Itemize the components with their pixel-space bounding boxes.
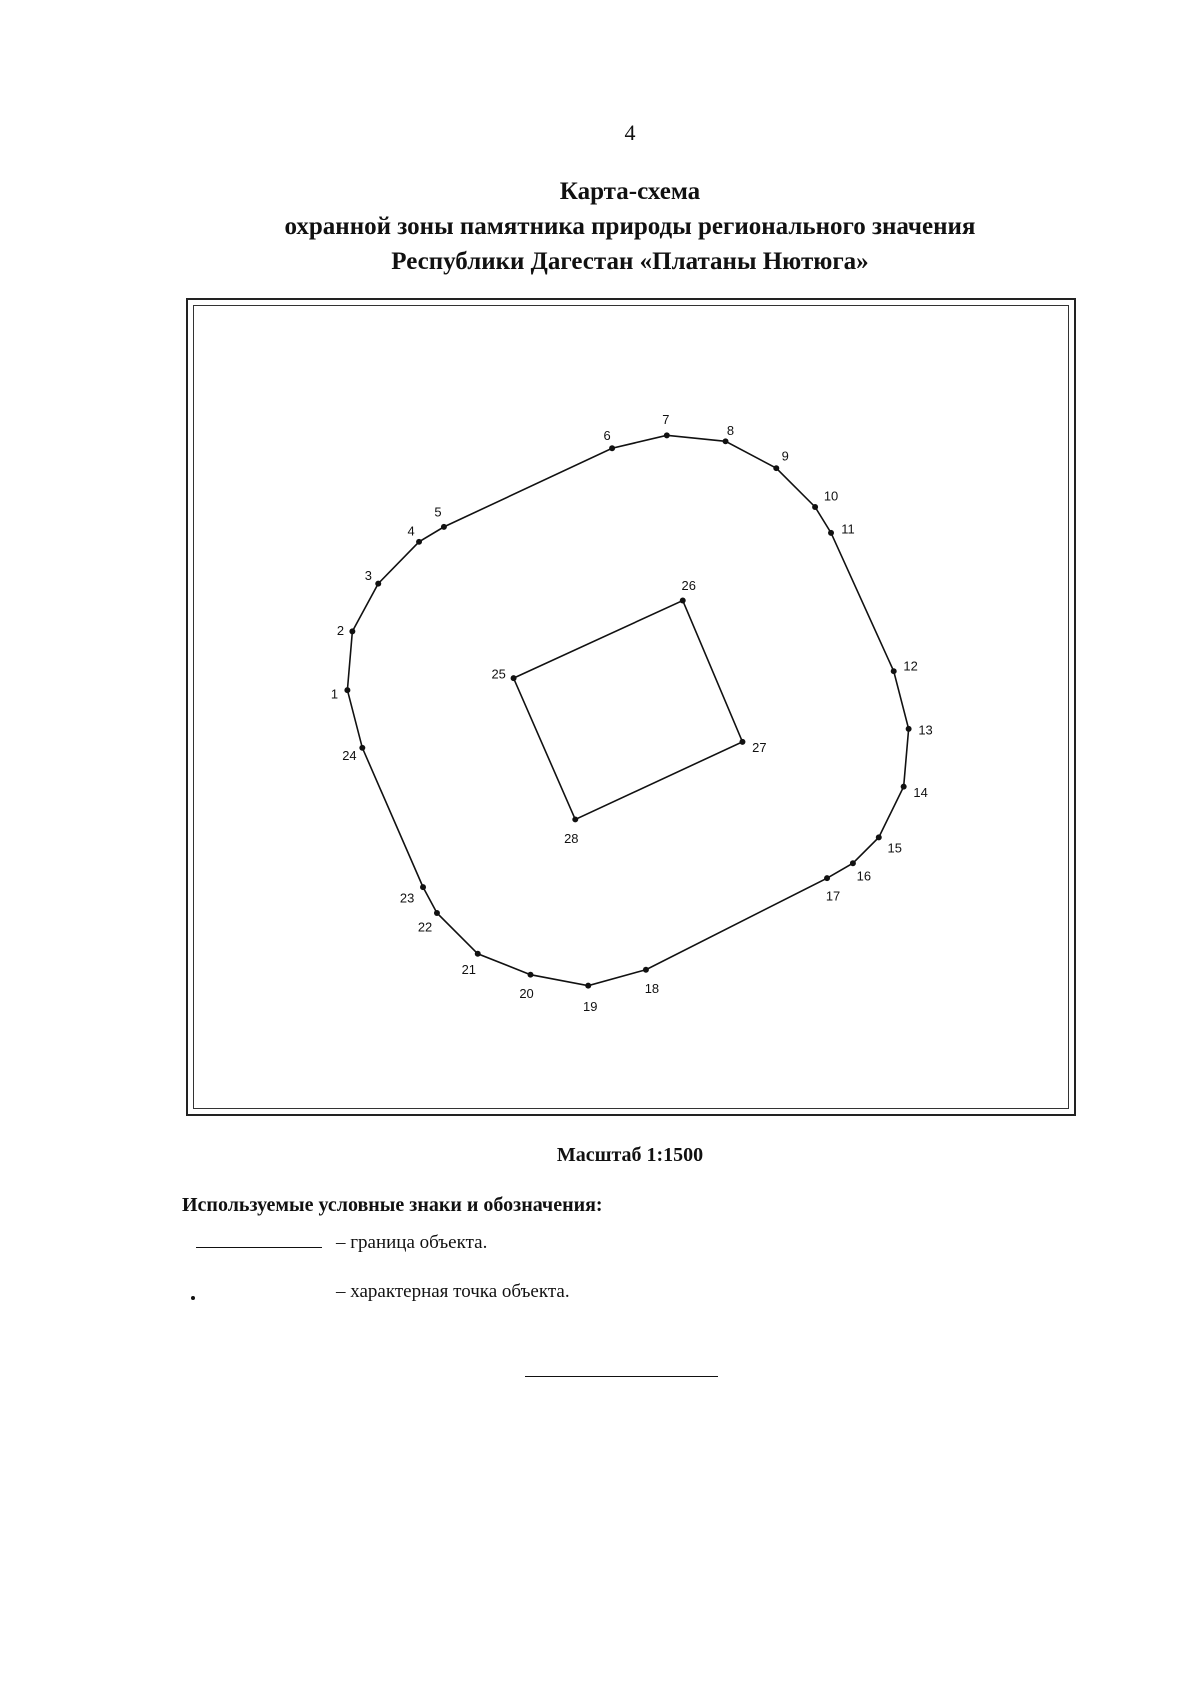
- outer-point-23: [420, 884, 426, 890]
- outer-point-20: [528, 972, 534, 978]
- map-title: [0, 174, 1200, 279]
- outer-point-label-24: 24: [342, 748, 357, 764]
- outer-point-label-15: 15: [887, 840, 902, 856]
- outer-point-label-9: 9: [781, 448, 789, 464]
- legend-point-text: – характерная точка объекта.: [336, 1281, 570, 1302]
- legend-heading: Используемые условные знаки и обозначения:: [182, 1194, 603, 1216]
- outer-point-10: [812, 504, 818, 510]
- outer-point-label-6: 6: [603, 427, 611, 443]
- outer-point-label-12: 12: [903, 658, 918, 674]
- outer-point-label-16: 16: [856, 868, 872, 884]
- outer-point-14: [901, 784, 907, 790]
- outer-point-13: [906, 726, 912, 732]
- outer-point-label-2: 2: [336, 622, 345, 638]
- outer-point-label-10: 10: [823, 488, 839, 504]
- outer-point-22: [434, 910, 440, 916]
- outer-point-1: [344, 687, 350, 693]
- inner-point-27: [739, 739, 745, 745]
- outer-point-label-14: 14: [913, 784, 928, 800]
- inner-point-label-26: 26: [681, 578, 696, 594]
- outer-point-24: [359, 745, 365, 751]
- title-line-1: Карта-схема: [559, 178, 701, 205]
- boundary-map: [188, 300, 1074, 1114]
- inner-point-label-25: 25: [491, 666, 506, 682]
- outer-point-label-7: 7: [662, 411, 670, 427]
- title-line-2: охранной зоны памятника природы регионального значения: [284, 213, 976, 240]
- legend-boundary-line-symbol: [196, 1247, 322, 1248]
- inner-point-label-27: 27: [752, 740, 767, 756]
- outer-point-label-8: 8: [726, 422, 735, 438]
- outer-point-4: [416, 539, 422, 545]
- outer-point-12: [891, 668, 897, 674]
- outer-point-label-23: 23: [399, 890, 415, 906]
- inner-point-label-28: 28: [564, 830, 579, 846]
- outer-point-label-20: 20: [519, 986, 534, 1002]
- outer-point-label-21: 21: [461, 962, 476, 978]
- outer-point-9: [773, 465, 779, 471]
- outer-point-15: [876, 834, 882, 840]
- legend-boundary-text: – граница объекта.: [336, 1232, 488, 1253]
- outer-boundary-points: [331, 412, 933, 1014]
- outer-point-label-18: 18: [644, 981, 660, 997]
- outer-point-label-3: 3: [364, 568, 372, 584]
- outer-point-6: [609, 445, 615, 451]
- outer-point-5: [441, 524, 447, 530]
- outer-point-label-13: 13: [918, 722, 933, 738]
- outer-point-3: [375, 581, 381, 587]
- outer-point-2: [349, 628, 355, 634]
- title-line-3: Республики Дагестан «Платаны Нютюга»: [391, 248, 869, 275]
- outer-point-17: [824, 875, 830, 881]
- page-number: 4: [624, 120, 636, 145]
- outer-point-19: [585, 983, 591, 989]
- outer-point-7: [664, 432, 670, 438]
- outer-point-16: [850, 860, 856, 866]
- end-of-document-rule: [525, 1376, 718, 1377]
- outer-point-8: [723, 438, 729, 444]
- outer-point-label-1: 1: [330, 686, 339, 702]
- outer-point-label-11: 11: [841, 521, 855, 537]
- map-frame: [186, 298, 1076, 1116]
- outer-boundary-line: [347, 435, 908, 985]
- inner-point-25: [511, 675, 517, 681]
- outer-point-label-22: 22: [417, 919, 433, 935]
- outer-point-21: [475, 951, 481, 957]
- inner-boundary-points: [491, 578, 766, 846]
- scale-label: Масштаб 1:1500: [556, 1144, 704, 1166]
- inner-boundary-line: [514, 601, 743, 820]
- inner-point-26: [680, 598, 686, 604]
- outer-point-11: [828, 530, 834, 536]
- legend-point-dot-icon: [191, 1296, 195, 1300]
- outer-point-label-17: 17: [825, 888, 841, 904]
- outer-point-label-5: 5: [434, 504, 442, 520]
- outer-point-18: [643, 967, 649, 973]
- outer-point-label-19: 19: [583, 998, 598, 1014]
- outer-point-label-4: 4: [407, 523, 415, 539]
- inner-point-28: [572, 816, 578, 822]
